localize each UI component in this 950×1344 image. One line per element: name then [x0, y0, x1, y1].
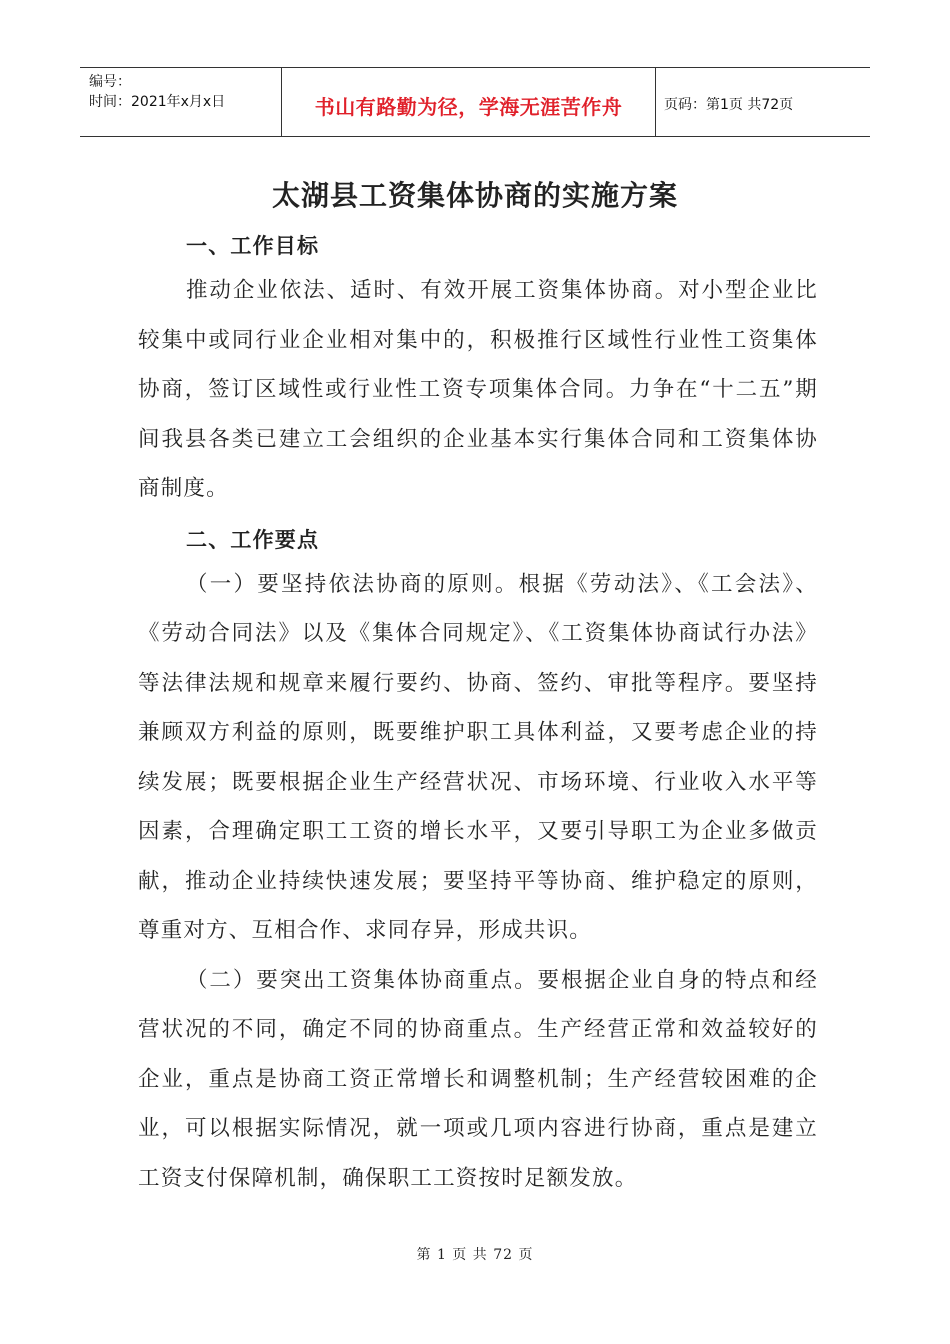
header-page-cell [656, 68, 870, 136]
section-heading-key-points: 二、工作要点 [186, 527, 320, 552]
section-heading-goals: 一、工作目标 [186, 234, 320, 258]
paragraph: （一）要坚持依法协商的原则。根据《劳动法》、《工会法》、《劳动合同法》以及《集体合同规定》、《工资集体协商试行办法》等法律法规和规章来履行要约、协商、签约、审批等程序。要坚持兼顾双方利益的原则，既要维护职工具体利益，又要考虑企业的持续发展；既要根据企业生产经营状况、市场环境、行业收入水平等因素，合理确定职工工资的增长水平，又要引导职工为企业多做贡献，推动企业持续快速发展；要坚持平等协商、维护稳定的原则，尊重对方、互相合作、求同存异，形成共识。 [138, 571, 818, 943]
document-body [138, 226, 818, 1203]
document-number-label: 编号： [89, 74, 131, 90]
header-motto: 书山有路勤为径，学海无涯苦作舟 [314, 94, 623, 119]
document-date-label: 时间：2021年x月x日 [89, 94, 226, 110]
page-footer: 第 1 页 共 72 页 [416, 1247, 534, 1263]
paragraph: （二）要突出工资集体协商重点。要根据企业自身的特点和经营状况的不同，确定不同的协商重点。生产经营正常和效益较好的企业，重点是协商工资正常增长和调整机制；生产经营较困难的企业，可以根据实际情况，就一项或几项内容进行协商，重点是建立工资支付保障机制，确保职工工资按时足额发放。 [138, 967, 818, 1191]
paragraph: 推动企业依法、适时、有效开展工资集体协商。对小型企业比较集中或同行业企业相对集中的，积极推行区域性行业性工资集体协商，签订区域性或行业性工资专项集体合同。力争在“十二五”期间我县各类已建立工会组织的企业基本实行集体合同和工资集体协商制度。 [138, 278, 818, 501]
document-header [80, 67, 870, 137]
header-page-info: 页码：第1页 共72页 [664, 97, 794, 113]
header-meta-cell [80, 68, 282, 136]
header-motto-cell [282, 68, 656, 136]
document-title: 太湖县工资集体协商的实施方案 [271, 179, 678, 212]
